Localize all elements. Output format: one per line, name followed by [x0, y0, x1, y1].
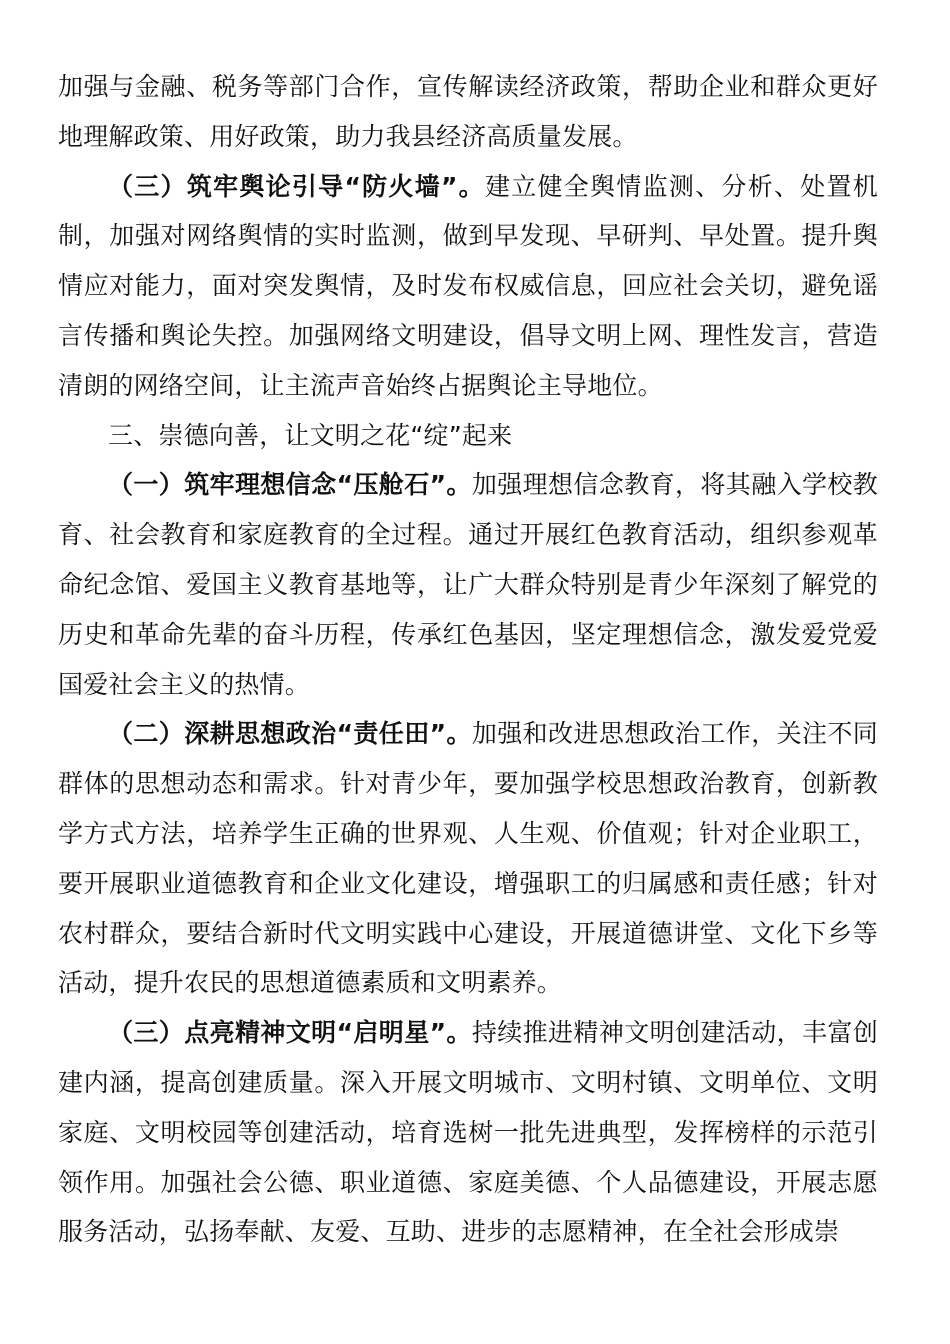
paragraph-civilization	[58, 1008, 878, 1257]
paragraph-body: 加强与金融、税务等部门合作，宣传解读经济政策，帮助企业和群众更好地理解政策、用好政策，助力我县经济高质量发展。	[58, 72, 878, 151]
paragraph-ideals	[58, 460, 878, 709]
paragraph-heading: （三）点亮精神文明“启明星”。	[108, 1018, 472, 1048]
paragraph-political-work	[58, 709, 878, 1008]
paragraph-body: 建立健全舆情监测、分析、处置机制，加强对网络舆情的实时监测，做到早发现、早研判、早处置。提升舆情应对能力，面对突发舆情，及时发布权威信息，回应社会关切，避免谣言传播和舆论失控。加强网络文明建设，倡导文明上网、理性发言，营造清朗的网络空间，让主流声音始终占据舆论主导地位。	[58, 171, 878, 400]
paragraph-public-opinion	[58, 162, 878, 411]
section-heading	[58, 411, 878, 461]
paragraph-heading: （三）筑牢舆论引导“防火墙”。	[108, 171, 485, 201]
paragraph-body: 持续推进精神文明创建活动，丰富创建内涵，提高创建质量。深入开展文明城市、文明村镇、文明单位、文明家庭、文明校园等创建活动，培育选树一批先进典型，发挥榜样的示范引领作用。加强社会公德、职业道德、家庭美德、个人品德建设，开展志愿服务活动，弘扬奉献、友爱、互助、进步的志愿精神，在全社会形成崇	[58, 1018, 878, 1247]
document-page	[58, 62, 878, 1257]
paragraph-body: 加强理想信念教育，将其融入学校教育、社会教育和家庭教育的全过程。通过开展红色教育活动，组织参观革命纪念馆、爱国主义教育基地等，让广大群众特别是青少年深刻了解党的历史和革命先辈的奋斗历程，传承红色基因，坚定理想信念，激发爱党爱国爱社会主义的热情。	[58, 470, 878, 699]
paragraph-heading: （一）筑牢理想信念“压舱石”。	[108, 470, 472, 500]
section-title: 三、崇德向善，让文明之花“绽”起来	[108, 420, 513, 450]
paragraph-heading: （二）深耕思想政治“责任田”。	[108, 719, 472, 749]
paragraph-body: 加强和改进思想政治工作，关注不同群体的思想动态和需求。针对青少年，要加强学校思想政治教育，创新教学方式方法，培养学生正确的世界观、人生观、价值观；针对企业职工，要开展职业道德教育和企业文化建设，增强职工的归属感和责任感；针对农村群众，要结合新时代文明实践中心建设，开展道德讲堂、文化下乡等活动，提升农民的思想道德素质和文明素养。	[58, 719, 878, 998]
paragraph-continued	[58, 62, 878, 162]
